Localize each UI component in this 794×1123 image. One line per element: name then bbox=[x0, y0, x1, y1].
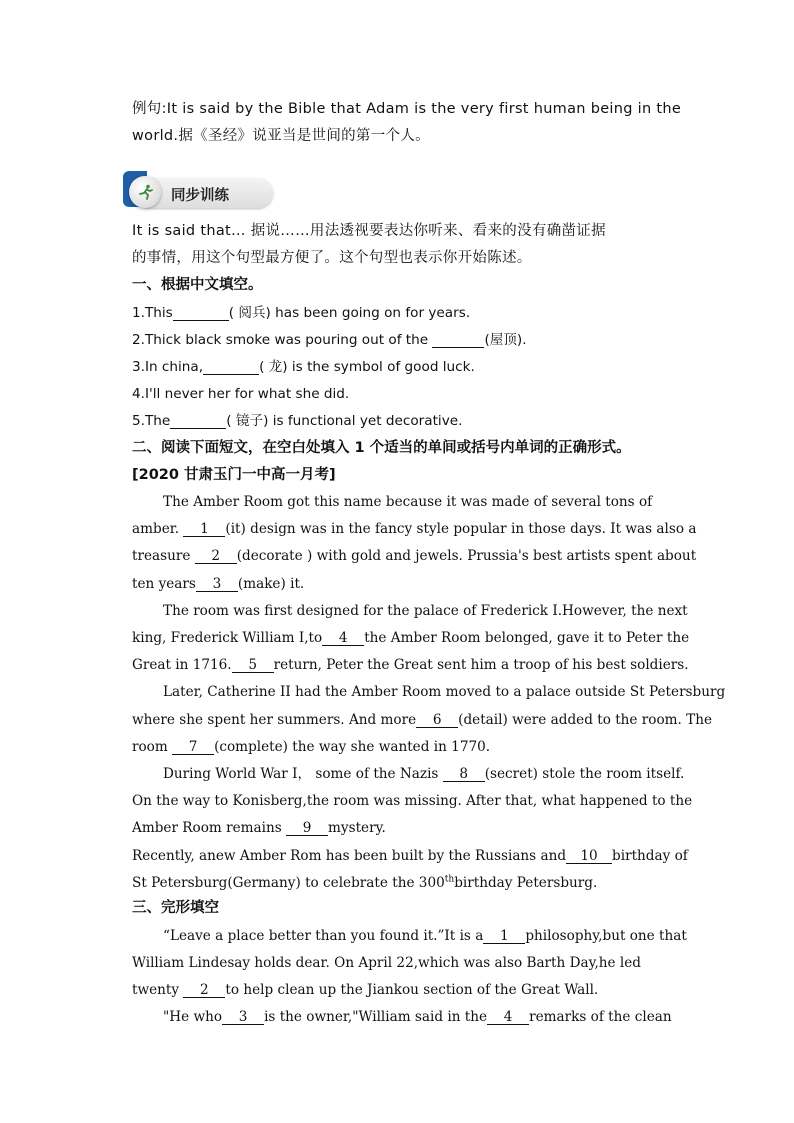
item-text-before: 5.The bbox=[132, 413, 171, 429]
numbered-blank[interactable]: 8 bbox=[443, 767, 485, 782]
item-text-before: 3.In china, bbox=[132, 359, 204, 375]
passage-text: philosophy,but one that bbox=[525, 928, 687, 944]
section-badge bbox=[123, 171, 275, 211]
part1-item bbox=[132, 304, 662, 322]
part2-line bbox=[163, 602, 688, 620]
part2-line bbox=[132, 819, 662, 837]
part2-line bbox=[132, 656, 689, 674]
passage-text: "He who bbox=[163, 1009, 223, 1025]
part3-heading: 三、完形填空 bbox=[132, 900, 219, 916]
part1-heading: 一、根据中文填空。 bbox=[132, 277, 263, 293]
example-line-2: world.据《圣经》说亚当是世间的第一个人。 bbox=[132, 128, 430, 144]
part1-item bbox=[132, 412, 662, 430]
item-text-after: ( 镜子) is functional yet decorative. bbox=[226, 413, 463, 429]
passage-text: The Amber Room got this name because it was made of several tons of bbox=[163, 494, 653, 510]
passage-text: ten years bbox=[132, 575, 196, 592]
passage-text: remarks of the clean bbox=[529, 1009, 672, 1025]
answer-blank[interactable] bbox=[170, 414, 226, 429]
part2-line bbox=[132, 847, 688, 865]
part2-line bbox=[132, 792, 693, 810]
runner-icon bbox=[138, 184, 154, 200]
item-text-after: ( 阅兵) has been going on for years. bbox=[228, 305, 471, 321]
part2-line bbox=[132, 629, 690, 647]
passage-text: Great in 1716. bbox=[132, 657, 232, 674]
passage-text: the Amber Room belonged, gave it to Peter the bbox=[364, 630, 690, 646]
passage-text: king, Frederick William I,to bbox=[132, 630, 323, 646]
numbered-blank[interactable]: 2 bbox=[195, 549, 237, 564]
part2-line bbox=[132, 520, 697, 538]
passage-text: treasure bbox=[132, 548, 195, 565]
passage-text: Amber Room remains bbox=[132, 820, 287, 837]
passage-text: room bbox=[132, 738, 173, 755]
superscript-text: th bbox=[444, 874, 455, 885]
passage-text: William Lindesay holds dear. On April 22,which was also Barth Day,he led bbox=[132, 955, 641, 971]
part2-line bbox=[132, 547, 697, 565]
passage-text: St Petersburg(Germany) to celebrate the 300 bbox=[132, 874, 445, 891]
passage-text: mystery. bbox=[328, 820, 386, 837]
numbered-blank[interactable]: 4 bbox=[487, 1010, 529, 1025]
answer-blank[interactable] bbox=[432, 333, 484, 348]
numbered-blank[interactable]: 9 bbox=[286, 821, 328, 836]
numbered-blank[interactable]: 1 bbox=[483, 929, 525, 944]
passage-text: The room was first designed for the palace of Frederick I.However, the next bbox=[163, 602, 688, 619]
passage-text: twenty bbox=[132, 982, 184, 998]
numbered-blank[interactable]: 3 bbox=[196, 577, 238, 592]
numbered-blank[interactable]: 1 bbox=[183, 522, 225, 537]
numbered-blank[interactable]: 4 bbox=[322, 631, 364, 646]
passage-text: birthday Petersburg. bbox=[454, 874, 598, 891]
part3-line bbox=[132, 954, 662, 972]
part2-line bbox=[163, 683, 726, 701]
passage-text: (detail) were added to the room. The bbox=[458, 711, 713, 728]
intro-line-2: 的事情，用这个句型最方便了。这个句型也表示你开始陈述。 bbox=[132, 250, 532, 266]
numbered-blank[interactable]: 2 bbox=[183, 983, 225, 998]
part3-line bbox=[163, 1008, 672, 1026]
item-text-before: 1.This bbox=[132, 305, 173, 321]
part2-line bbox=[132, 711, 713, 729]
part2-line bbox=[163, 765, 685, 783]
passage-text: (complete) the way she wanted in 1770. bbox=[214, 738, 491, 755]
item-text-before: 2.Thick black smoke was pouring out of the bbox=[132, 332, 433, 348]
part2-line bbox=[132, 738, 662, 756]
part3-line bbox=[163, 927, 687, 945]
item-text-after: (屋顶). bbox=[484, 332, 527, 348]
passage-text: Later, Catherine II had the Amber Room moved to a palace outside St Petersburg bbox=[163, 684, 726, 701]
part2-line bbox=[132, 874, 662, 892]
passage-text: “Leave a place better than you found it.”It is a bbox=[163, 928, 484, 944]
item-text: 4.I'll never her for what she did. bbox=[132, 386, 350, 402]
part2-line bbox=[163, 493, 663, 511]
passage-text: On the way to Konisberg,the room was missing. After that, what happened to the bbox=[132, 793, 693, 810]
part2-line bbox=[132, 575, 662, 593]
part1-item bbox=[132, 358, 662, 376]
passage-text: to help clean up the Jiankou section of the Great Wall. bbox=[225, 982, 599, 998]
passage-text: amber. bbox=[132, 521, 184, 538]
numbered-blank[interactable]: 6 bbox=[416, 713, 458, 728]
passage-text: where she spent her summers. And more bbox=[132, 711, 417, 728]
intro-line-1: It is said that… 据说……用法透视要表达你听来、看来的没有确凿证据 bbox=[132, 223, 606, 239]
passage-text: Recently, anew Amber Rom has been built by the Russians and bbox=[132, 847, 567, 864]
part3-line bbox=[132, 981, 662, 999]
numbered-blank[interactable]: 7 bbox=[172, 740, 214, 755]
passage-text: (it) design was in the fancy style popular in those days. It was also a bbox=[225, 521, 697, 538]
part2-heading: 二、阅读下面短文，在空白处填入 1 个适当的单间或括号内单词的正确形式。 bbox=[132, 440, 631, 456]
part1-item bbox=[132, 385, 662, 403]
numbered-blank[interactable]: 3 bbox=[222, 1010, 264, 1025]
passage-text: (secret) stole the room itself. bbox=[484, 766, 685, 782]
passage-text: return, Peter the Great sent him a troop of his best soldiers. bbox=[273, 657, 689, 674]
answer-blank[interactable] bbox=[203, 360, 259, 375]
answer-blank[interactable] bbox=[173, 306, 229, 321]
example-line-1: 例句:It is said by the Bible that Adam is the very first human being in the bbox=[132, 101, 682, 117]
part2-source: [2020 甘肃玉门一中高一月考] bbox=[132, 467, 336, 483]
passage-text: During World War I， some of the Nazis bbox=[163, 766, 443, 782]
numbered-blank[interactable]: 10 bbox=[566, 849, 612, 864]
passage-text: birthday of bbox=[612, 847, 688, 864]
passage-text: (make) it. bbox=[237, 575, 305, 592]
numbered-blank[interactable]: 5 bbox=[232, 658, 274, 673]
badge-title: 同步训练 bbox=[171, 188, 229, 204]
passage-text: (decorate ) with gold and jewels. Prussia's best artists spent about bbox=[236, 548, 697, 565]
part1-item bbox=[132, 331, 662, 349]
passage-text: is the owner,"William said in the bbox=[264, 1009, 488, 1025]
item-text-after: ( 龙) is the symbol of good luck. bbox=[259, 359, 475, 375]
